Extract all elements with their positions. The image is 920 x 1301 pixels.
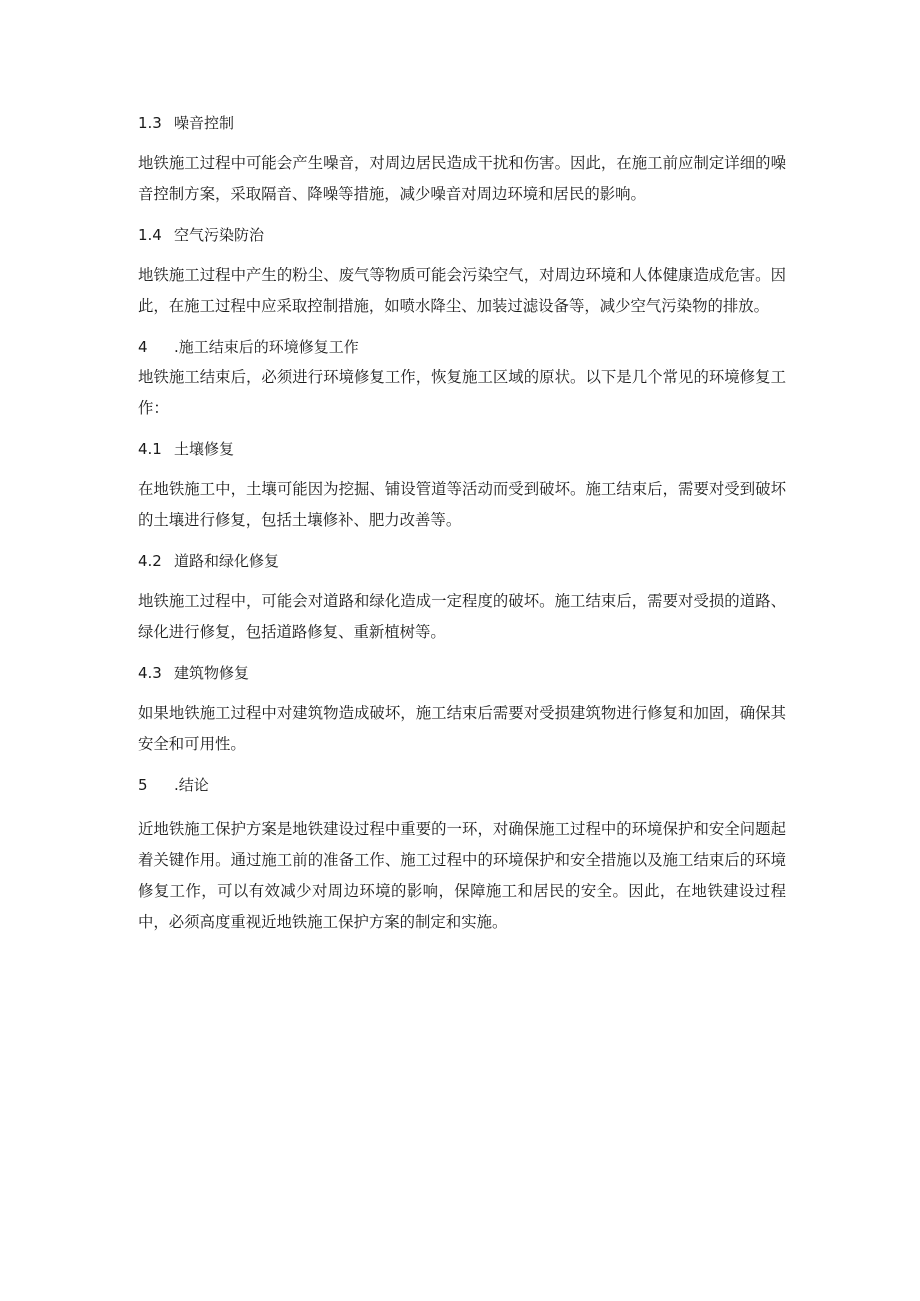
paragraph-conclusion: 近地铁施工保护方案是地铁建设过程中重要的一环，对确保施工过程中的环境保护和安全问题起着关键作用。通过施工前的准备工作、施工过程中的环境保护和安全措施以及施工结束后的环境修复工作，可以有效减少对周边环境的影响，保障施工和居民的安全。因此，在地铁建设过程中，必须高度重视近地铁施工保护方案的制定和实施。: [138, 820, 786, 931]
section-title: 土壤修复: [174, 440, 235, 458]
paragraph-air-pollution: 地铁施工过程中产生的粉尘、废气等物质可能会污染空气，对周边环境和人体健康造成危害。因此，在施工过程中应采取控制措施，如喷水降尘、加装过滤设备等，减少空气污染物的排放。: [138, 266, 786, 315]
section-number: 1.4: [138, 226, 162, 244]
section-heading-4-1: [138, 434, 786, 464]
paragraph-building-restoration: 如果地铁施工过程中对建筑物造成破坏，施工结束后需要对受损建筑物进行修复和加固，确保其安全和可用性。: [138, 704, 786, 753]
paragraph-soil-restoration: 在地铁施工中，土壤可能因为挖掘、铺设管道等活动而受到破坏。施工结束后，需要对受到破坏的土壤进行修复，包括土壤修补、肥力改善等。: [138, 480, 786, 529]
section-heading-5: [138, 770, 786, 800]
paragraph-noise-control: 地铁施工过程中可能会产生噪音，对周边居民造成干扰和伤害。因此，在施工前应制定详细的噪音控制方案，采取隔音、降噪等措施，减少噪音对周边环境和居民的影响。: [138, 154, 786, 203]
section-number: 1.3: [138, 114, 162, 132]
section-number: 4: [138, 338, 148, 356]
paragraph-road-greening: 地铁施工过程中，可能会对道路和绿化造成一定程度的破坏。施工结束后，需要对受损的道路、绿化进行修复，包括道路修复、重新植树等。: [138, 592, 786, 641]
section-title: .施工结束后的环境修复工作: [174, 338, 359, 356]
section-heading-4: [138, 332, 786, 362]
section-number: 4.1: [138, 440, 162, 458]
section-heading-1-4: [138, 220, 786, 250]
section-title: 噪音控制: [174, 114, 235, 132]
section-heading-1-3: [138, 108, 786, 138]
paragraph-restoration-intro: 地铁施工结束后，必须进行环境修复工作，恢复施工区域的原状。以下是几个常见的环境修复工作：: [138, 368, 786, 417]
section-number: 4.2: [138, 552, 162, 570]
document-page: [138, 108, 786, 938]
section-number: 4.3: [138, 664, 162, 682]
section-heading-4-3: [138, 658, 786, 688]
section-heading-4-2: [138, 546, 786, 576]
section-title: 建筑物修复: [174, 664, 250, 682]
section-number: 5: [138, 776, 148, 794]
section-title: 道路和绿化修复: [174, 552, 280, 570]
section-title: .结论: [174, 776, 209, 794]
section-title: 空气污染防治: [174, 226, 265, 244]
